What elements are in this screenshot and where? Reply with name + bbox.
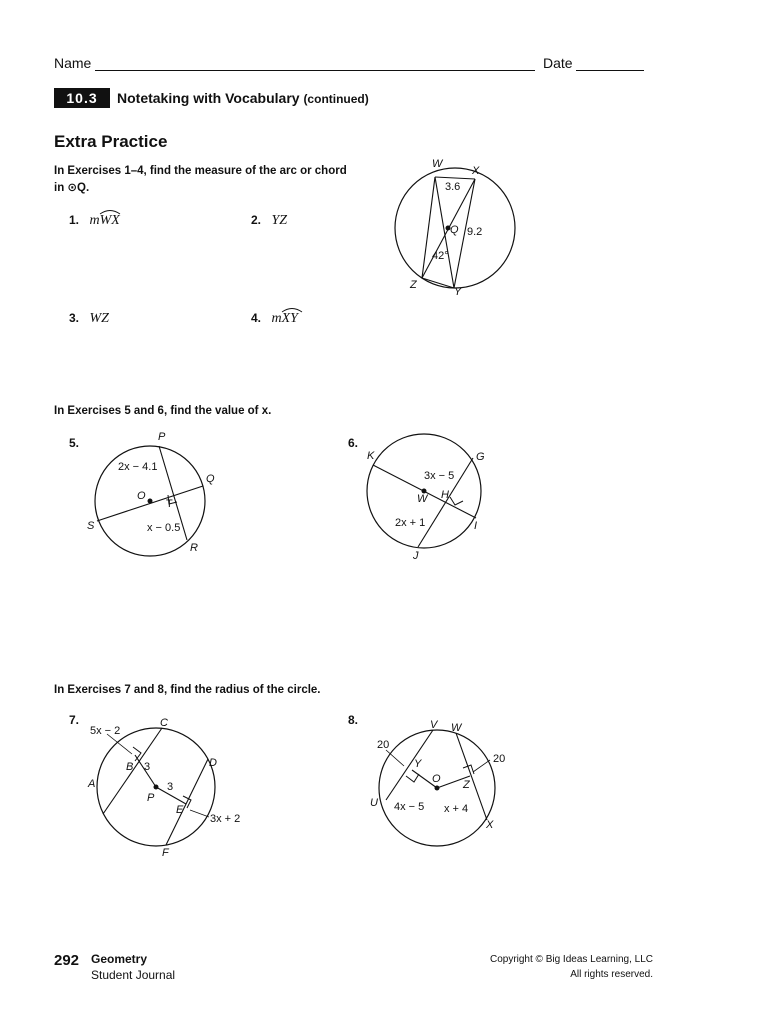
exercise-expression: YZ [271,213,288,228]
label-w: W [432,158,443,170]
exercise-5-figure [80,425,240,560]
label-x: X [486,819,494,831]
label-dist-2: 3 [167,781,174,793]
center-point [148,499,153,504]
book-subtitle: Student Journal [91,968,176,982]
label-q: Q [206,473,215,485]
label-e: E [176,804,184,816]
exercise-6-number: 6. [348,436,359,450]
label-h: H [441,489,449,501]
part1-instruction-line2: in ⊙Q. [54,182,90,194]
label-left-expression: 4x − 5 [394,801,425,813]
exercise-7-number: 7. [69,713,80,727]
section-title-text: Notetaking with Vocabulary [117,90,300,106]
exercise-8-figure [360,712,540,862]
exercise-number: 1. [69,213,80,227]
name-line [95,56,535,71]
label-seg-qy: 9.2 [467,226,483,238]
section-subtitle: (continued) [303,92,369,106]
book-title: Geometry [91,952,148,966]
label-q: Q [450,224,459,236]
label-x: X [472,165,480,177]
rights-text: All rights reserved. [570,969,653,980]
label-u: U [370,797,378,809]
date-field [543,55,644,71]
label-top-expression: 5x − 2 [90,725,121,737]
section-title [117,90,369,106]
expression-text: mWX [89,213,120,228]
expression-text: mXY [271,311,298,326]
label-o: O [137,490,146,502]
label-dist-1: 3 [144,761,151,773]
arc-symbol-icon [281,307,303,313]
exercise-3 [69,309,109,327]
label-z: Z [410,279,417,291]
label-o: O [432,773,441,785]
label-z: Z [463,779,470,791]
label-b: B [126,761,134,773]
circle-q-figure [380,150,520,300]
part3-instruction: In Exercises 7 and 8, find the radius of the circle. [54,684,321,696]
label-left-20: 20 [377,739,390,751]
exercise-5-number: 5. [69,436,80,450]
label-c: C [160,717,168,729]
exercise-expression: WZ [89,311,109,326]
arc-symbol-icon [99,209,121,215]
label-k: K [367,450,375,462]
label-bottom-expression: 3x + 2 [210,813,241,825]
label-right-20: 20 [493,753,506,765]
label-s: S [87,520,95,532]
label-y: Y [454,286,462,298]
section-number-badge: 10.3 [54,88,110,108]
label-d: D [209,757,217,769]
label-bottom-expression: x − 0.5 [147,522,181,534]
exercise-7-figure [82,712,262,862]
label-j: J [413,550,419,562]
label-y: Y [414,758,422,770]
exercise-expression [271,311,297,326]
label-r: R [190,542,198,554]
exercise-4 [251,309,298,327]
date-label: Date [543,55,573,71]
label-top-expression: 2x − 4.1 [118,461,158,473]
label-chord-wx: 3.6 [445,181,461,193]
center-point [154,785,159,790]
part1-instruction [54,163,347,197]
exercise-number: 4. [251,311,262,325]
label-p: P [158,431,166,443]
page-number: 292 [54,952,80,969]
copyright-text: Copyright © Big Ideas Learning, LLC [489,954,653,965]
label-w: W [417,493,428,505]
label-g: G [476,451,485,463]
name-label: Name [54,55,92,71]
label-t: T [166,498,173,510]
name-field [54,55,535,71]
label-w: W [451,722,462,734]
exercise-8-number: 8. [348,713,359,727]
exercise-number: 2. [251,213,262,227]
label-angle: 42° [432,250,449,262]
label-p: P [147,792,155,804]
label-top-expression: 3x − 5 [424,470,455,482]
exercise-1 [69,211,120,229]
label-f: F [162,847,169,859]
exercise-number: 3. [69,311,80,325]
date-line [576,56,644,71]
label-bottom-expression: 2x + 1 [395,517,426,529]
page-heading: Extra Practice [54,132,168,151]
label-i: I [474,520,478,532]
exercise-expression [89,213,119,228]
label-v: V [430,719,438,731]
label-a: A [88,778,96,790]
label-right-expression: x + 4 [444,803,469,815]
exercise-6-figure [360,425,520,565]
exercise-2 [251,211,287,229]
part1-instruction-line1: In Exercises 1–4, find the measure of the arc or chord [54,165,347,177]
part2-instruction: In Exercises 5 and 6, find the value of x. [54,405,272,417]
center-point [435,786,440,791]
